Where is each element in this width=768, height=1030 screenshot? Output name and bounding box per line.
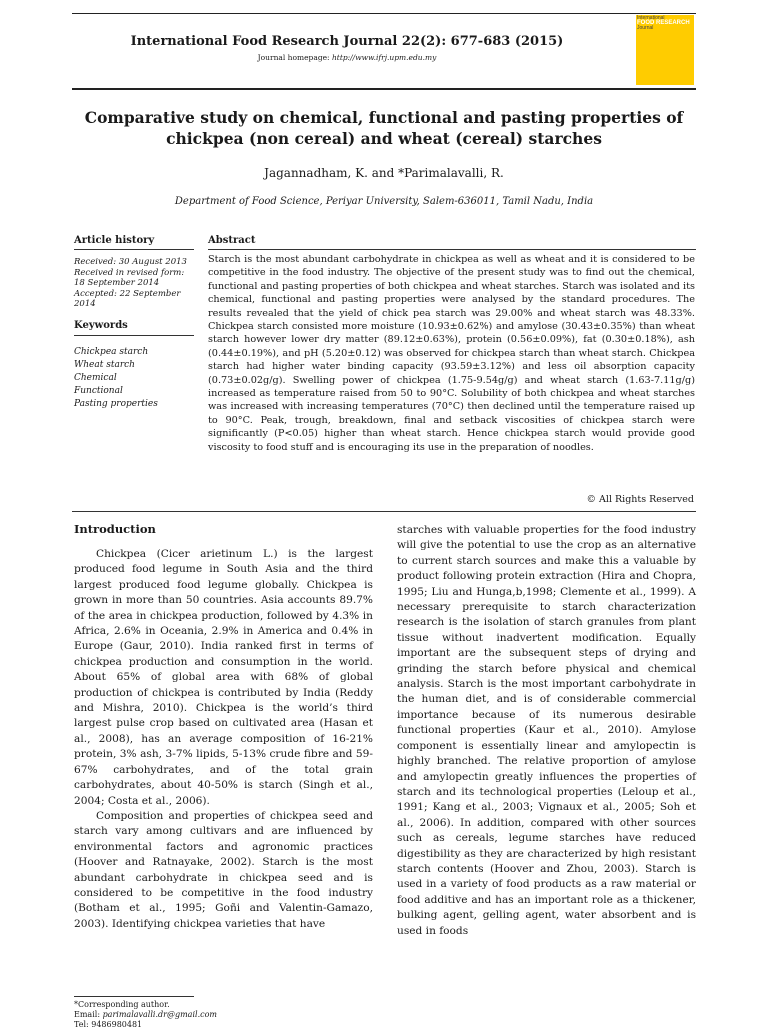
- logo-line-1: International: [637, 15, 665, 21]
- header-top-rule: [72, 13, 696, 14]
- journal-citation: International Food Research Journal 22(2): 677-683 (2015): [130, 34, 564, 49]
- keywords-heading: Keywords: [74, 320, 128, 331]
- telephone: Tel: 9486980481: [74, 1020, 143, 1029]
- history-line: Received: 30 August 2013: [74, 257, 187, 267]
- header-rule: [72, 88, 696, 90]
- intro-paragraph-2: Composition and properties of chickpea seed and starch vary among cultivars and are influenced by environmental factors and agronomic practices (Hoover and Ratnayake, 2002). Starch is the most abundant carbohydrate in chickpea seed and is considered to be competitive in the food industry (Botham et al., 1995; Goñi and Valentin-Gamazo, 2003). Identifying chickpea varieties that have: [74, 809, 373, 930]
- left-column: [74, 547, 373, 932]
- keywords-rule: [74, 335, 194, 336]
- affiliation: Department of Food Science, Periyar University, Salem-636011, Tamil Nadu, India: [174, 196, 594, 207]
- right-column: [397, 523, 696, 939]
- article-history: [74, 257, 204, 310]
- corresponding-author: *Corresponding author.: [74, 1000, 170, 1009]
- email-link[interactable]: parimalavalli.dr@gmail.com: [102, 1010, 217, 1019]
- homepage-label: Journal homepage:: [257, 53, 332, 62]
- email-label: Email:: [74, 1010, 103, 1019]
- history-line: Received in revised form:: [74, 267, 185, 278]
- abstract-heading: Abstract: [208, 235, 256, 246]
- keywords-list: [74, 346, 204, 411]
- intro-paragraph-continued: starches with valuable properties for the food industry will give the potential to use the crop as an alternative to current starch sources and make this a valuable by product following protein extraction (Hira and Chopra, 1995; Liu and Hunga,b,1998; Clemente et al., 1999). A necessary prerequisite to starch characterization research is the isolation of starch granules from plant tissue without inadvertent modification. Equally important are the subsequent steps of drying and grinding the starch before physical and chemical analysis. Starch is the most important carbohydrate in the human diet, and is of considerable commercial importance because of its numerous desirable functional properties (Kaur et al., 2010). Amylose component is essentially linear and amylopectin is highly branched. The relative proportion of amylose and amylopectin greatly influences the properties of starch and its technological properties (Leloup et al., 1991; Kang et al., 2003; Vignaux et al., 2005; Soh et al., 2006). In addition, compared with other sources such as cereals, legume starches have reduced digestibility as they are characterized by high resistant starch contents (Hoover and Zhou, 2003). Starch is used in a variety of food products as a raw material or food additive and has an important role as a thickener, bulking agent, gelling agent, water absorbent and is used in foods: [397, 524, 696, 937]
- authors: Jagannadham, K. and *Parimalavalli, R.: [264, 166, 504, 180]
- introduction-heading: Introduction: [74, 522, 156, 536]
- abstract-rule: [208, 249, 696, 250]
- article-history-rule: [74, 249, 194, 250]
- intro-paragraph-1: Chickpea (Cicer arietinum L.) is the largest produced food legume in South Asia and the third largest produced food legume globally. Chickpea is grown in more than 50 countries. Asia accounts 89.7% of the area in chickpea production, followed by 4.3% in Africa, 2.6% in Oceania, 2.9% in America and 0.4% in Europe (Gaur, 2010). India ranked first in terms of chickpea production and consumption in the world. About 65% of global area with 68% of global production of chickpea is contributed by India (Reddy and Mishra, 2010). Chickpea is the world’s third largest pulse crop based on cultivated area (Hasan et al., 2008), has an average composition of 16-21% protein, 3% ash, 3-7% lipids, 5-13% crude fibre and 59-67% carbohydrates, and of the total grain carbohydrates, about 40-50% is starch (Singh et al., 2004; Costa et al., 2006).: [74, 548, 373, 807]
- keyword-item: Chickpea starch: [74, 347, 149, 357]
- keyword-item: Pasting properties: [74, 399, 158, 409]
- homepage-link[interactable]: http://www.ifrj.upm.edu.my: [331, 53, 437, 62]
- article-history-heading: Article history: [74, 235, 155, 246]
- history-line: 18 September 2014: [74, 278, 160, 288]
- logo-line-3: Journal: [637, 25, 654, 31]
- copyright-notice: © All Rights Reserved: [586, 494, 694, 505]
- journal-homepage: [72, 53, 622, 62]
- keyword-item: Wheat starch: [74, 360, 135, 370]
- email-line: [74, 1010, 217, 1020]
- abstract-bottom-rule: [72, 511, 696, 512]
- abstract-text: Starch is the most abundant carbohydrate in chickpea as well as wheat and it is considered to be competitive in the food industry. The objective of the present study was to find out the chemical, functional and pasting properties of both chickpea and wheat starches. Starch was isolated and its chemical, functional and pasting properties were analysed by the standard procedures. The results revealed that the yield of chick pea starch was 29.00% and wheat starch was 48.33%. Chickpea starch consisted more moisture (10.93±0.62%) and amylose (30.43±0.35%) than wheat starch however lower dry matter (89.12±0.63%), protein (0.56±0.09%), fat (0.30±0.18%), ash (0.44±0.19%), and pH (5.20±0.12) was observed for chickpea starch than wheat starch. Chickpea starch had higher water binding capacity (93.59±3.12%) and less oil absorption capacity (0.73±0.02g/g). Swelling power of chickpea (1.75-9.54g/g) and wheat starch (1.63-7.11g/g) increased as temperature raised from 50 to 90°C. Solubility of both chickpea and wheat starches was increased with increasing temperatures (70°C) then declined until the temperature raised up to 90°C. Peak, trough, breakdown, final and setback viscosities of chickpea starch were significantly (P<0.05) higher than wheat starch. Hence chickpea starch would provide good viscosity to food stuff and is encouraging its use in the preparation of noodles.: [208, 254, 695, 453]
- journal-logo-text: [637, 16, 693, 31]
- paper-title: Comparative study on chemical, functional and pasting properties of chickpea (non cereal) and wheat (cereal) starches: [84, 108, 684, 148]
- footnote-rule: [74, 996, 194, 997]
- logo-line-2: FOOD RESEARCH: [637, 20, 690, 26]
- keyword-item: Functional: [74, 386, 123, 396]
- keyword-item: Chemical: [74, 373, 117, 383]
- history-line: Accepted: 22 September 2014: [74, 288, 181, 309]
- footnote: [74, 1000, 217, 1030]
